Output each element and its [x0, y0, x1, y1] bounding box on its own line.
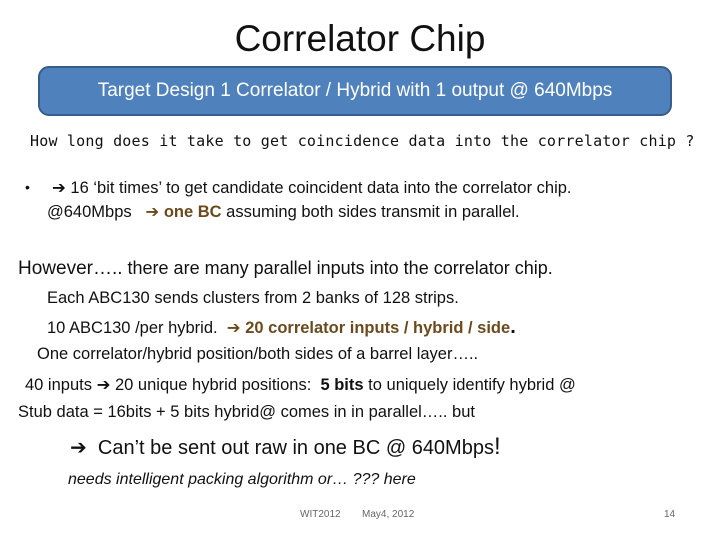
however-lead: However…..	[18, 258, 123, 279]
hybrid-line-dot: .	[510, 316, 516, 338]
abc-line: Each ABC130 sends clusters from 2 banks of 128 strips.	[47, 289, 459, 307]
thick-right-arrow-icon: ➔	[226, 318, 241, 337]
bullet-line-1	[52, 178, 572, 198]
one-bc-highlight: one BC	[163, 203, 222, 221]
right-arrow-icon: ➔	[96, 375, 111, 394]
thick-right-arrow-icon: ➔	[70, 435, 87, 459]
however-line	[18, 258, 553, 280]
footer-event: WIT2012	[300, 509, 341, 520]
cannot-send-line	[70, 433, 501, 461]
cannot-send-exclamation: !	[493, 433, 501, 460]
target-design-banner: Target Design 1 Correlator / Hybrid with 1 output @ 640Mbps	[38, 66, 672, 116]
stub-line: Stub data = 16bits + 5 bits hybrid@ comes in in parallel….. but	[18, 403, 475, 421]
cannot-send-text: Can’t be sent out raw in one BC @ 640Mbps	[97, 437, 494, 459]
bullet-line-2-rest: assuming both sides transmit in parallel.	[226, 203, 520, 221]
question-line: How long does it take to get coincidence data into the correlator chip ?	[30, 132, 695, 150]
right-arrow-icon: ➔	[52, 178, 66, 197]
bullet-dot: •	[25, 179, 30, 195]
inputs-line	[25, 375, 576, 395]
packing-note: needs intelligent packing algorithm or… ??? here	[68, 471, 416, 488]
position-line: One correlator/hybrid position/both sides of a barrel layer…..	[37, 345, 479, 363]
hybrid-line	[47, 316, 516, 339]
bullet-line-2	[47, 202, 520, 222]
right-arrow-icon: ➔	[145, 202, 160, 221]
hybrid-line-a: 10 ABC130 /per hybrid.	[47, 319, 218, 337]
however-rest: there are many parallel inputs into the correlator chip.	[122, 258, 553, 278]
bullet-line-1-text: 16 ‘bit times’ to get candidate coincident data into the correlator chip.	[70, 179, 572, 197]
five-bits-highlight: 5 bits	[320, 376, 364, 394]
inputs-line-a: 40 inputs	[25, 376, 92, 394]
slide-title: Correlator Chip	[234, 18, 486, 59]
inputs-line-d: to uniquely identify hybrid @	[368, 376, 576, 394]
bullet-line-2-rate: @640Mbps	[47, 203, 132, 221]
footer-date: May4, 2012	[362, 509, 415, 520]
footer-page-number: 14	[664, 509, 676, 520]
hybrid-line-b: 20 correlator inputs / hybrid / side	[245, 319, 511, 337]
inputs-line-b: 20 unique hybrid positions:	[114, 376, 312, 394]
